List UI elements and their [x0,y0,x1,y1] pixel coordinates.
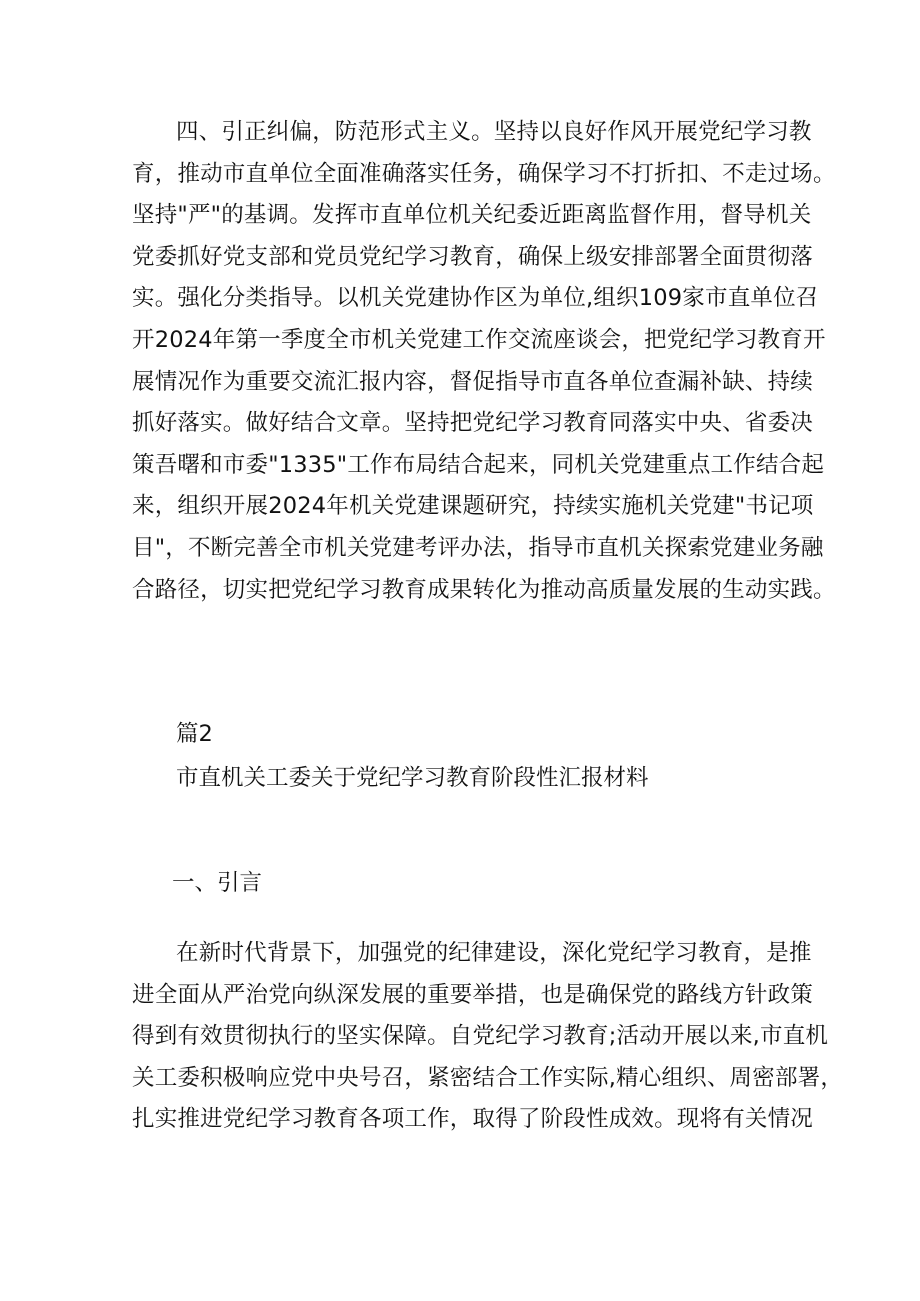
paragraph-line: 育，推动市直单位全面准确落实任务，确保学习不打折扣、不走过场。 [132,160,836,187]
paragraph-line: 来，组织开展2024年机关党建课题研究，持续实施机关党建"书记项 [132,493,814,520]
paragraph-line: 抓好落实。做好结合文章。坚持把党纪学习教育同落实中央、省委决 [132,410,814,437]
paragraph-line: 得到有效贯彻执行的坚实保障。自党纪学习教育;活动开展以来,市直机 [132,1023,829,1050]
paragraph-line: 策吾曙和市委"1335"工作布局结合起来，同机关党建重点工作结合起 [132,451,825,478]
paragraph-line: 党委抓好党支部和党员党纪学习教育，确保上级安排部署全面贯彻落 [132,243,814,270]
paragraph-line: 合路径，切实把党纪学习教育成果转化为推动高质量发展的生动实践。 [132,576,836,603]
paragraph-line: 进全面从严治党向纵深发展的重要举措，也是确保党的路线方针政策 [132,981,814,1008]
paragraph-line: 开2024年第一季度全市机关党建工作交流座谈会，把党纪学习教育开 [132,326,826,353]
paragraph-line: 关工委积极响应党中央号召，紧密结合工作实际,精心组织、周密部署， [132,1064,844,1091]
paragraph-line: 扎实推进党纪学习教育各项工作，取得了阶段性成效。现将有关情况 [132,1106,814,1133]
paragraph-line: 展情况作为重要交流汇报内容，督促指导市直各单位查漏补缺、持续 [132,368,814,395]
document-title: 市直机关工委关于党纪学习教育阶段性汇报材料 [176,765,649,791]
paragraph-line: 实。强化分类指导。以机关党建协作区为单位,组织109家市直单位召 [132,285,819,312]
paragraph-line: 四、引正纠偏，防范形式主义。坚持以良好作风开展党纪学习教 [176,119,812,145]
paragraph-line: 在新时代背景下，加强党的纪律建设，深化党纪学习教育，是推 [176,940,812,966]
paragraph-line: 坚持"严"的基调。发挥市直单位机关纪委近距离监督作用，督导机关 [132,202,812,229]
section-label: 篇2 [176,721,213,747]
paragraph-anti-formalism [132,112,836,611]
paragraph-introduction [132,933,844,1141]
heading-introduction: 一、引言 [172,870,263,896]
paragraph-line: 目"，不断完善全市机关党建考评办法，指导市直机关探索党建业务融 [132,534,824,561]
